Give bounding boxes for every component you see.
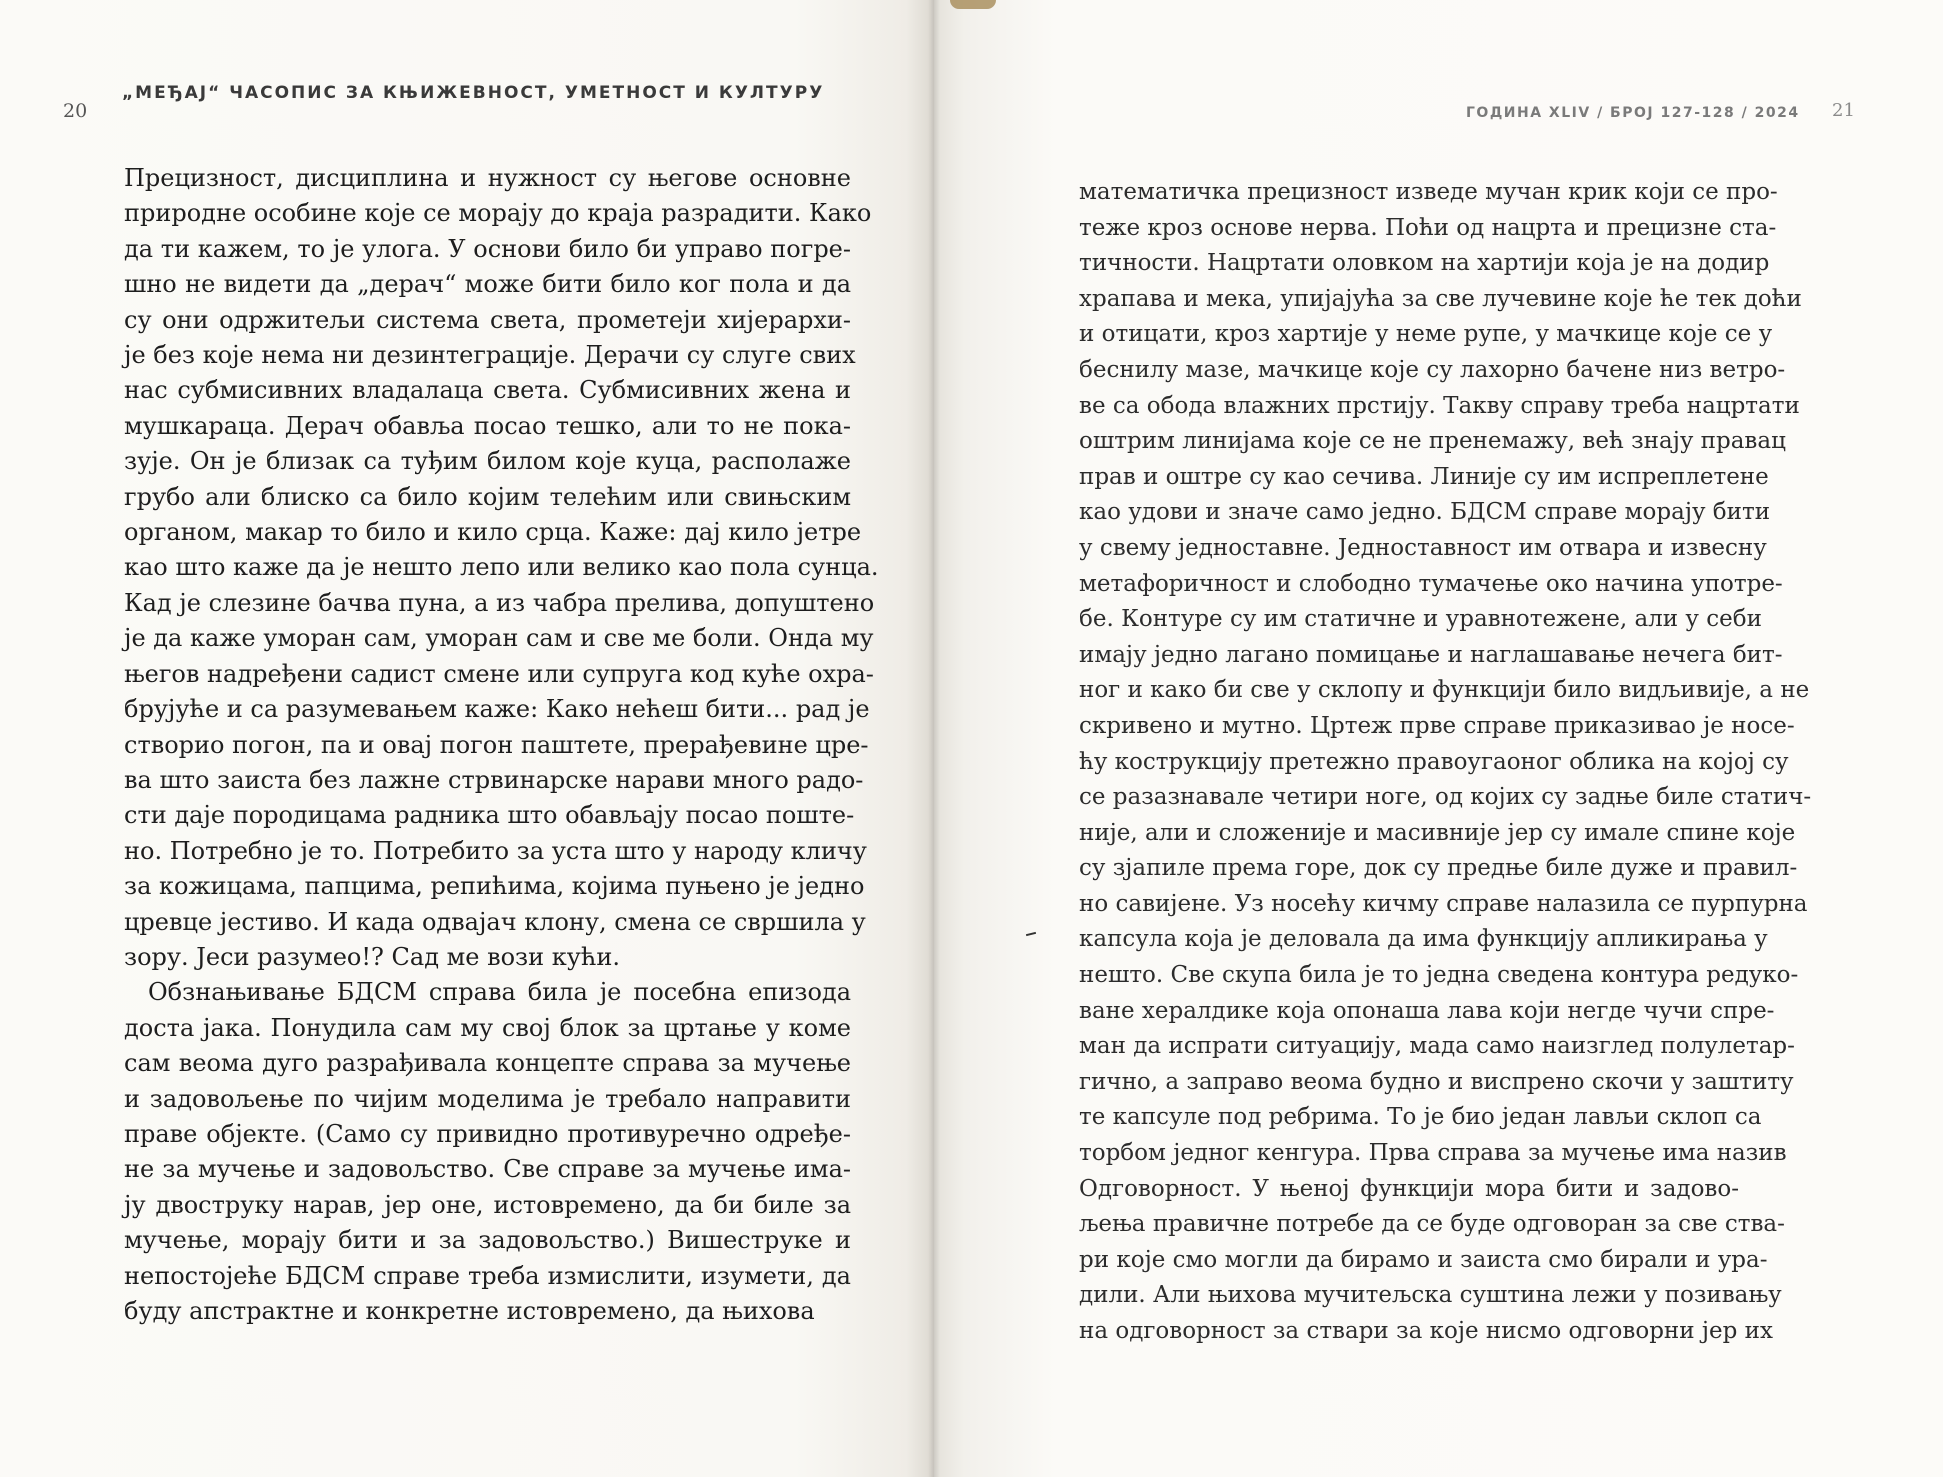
text-line: оштрим линијама које се не пренемажу, већ знају правац [1079,428,1786,455]
text-line: је да каже уморан сам, уморан сам и све ме боли. Онда му [124,624,874,653]
book-gutter [928,0,940,1477]
text-line: не за мучење и задовољство. Све справе за мучење има- [124,1155,851,1184]
text-line: нас субмисивних владалаца света. Субмисивних жена и [124,376,851,405]
text-line: није, али и сложеније и масивније јер су имале спине које [1079,819,1796,846]
text-line: као што каже да је нешто лепо или велико као пола сунца. [124,553,879,582]
body-text [124,161,879,1329]
text-line: брујуће и са разумевањем каже: Како нећеш бити... рад је [124,695,870,724]
text-line: на одговорност за ствари за које нисмо одговорни јер их [1079,1318,1773,1344]
text-line: за кожицама, папцима, репићима, којима пуњено је једно [124,872,865,901]
text-line: органом, макар то било и кило срца. Каже: дај кило јетре [124,518,862,547]
text-line: теже кроз основе нерва. Поћи од нацрта и прецизне ста- [1079,214,1777,241]
text-line: ман да испрати ситуацију, мада само наизглед полулетар- [1079,1033,1795,1060]
text-line: храпава и мека, упијајућа за све лучевине које ће тек доћи [1079,285,1802,312]
text-line: ва што заиста без лажне стрвинарске нарави много радо- [124,765,864,794]
text-line: скривено и мутно. Цртеж прве справе приказивао је носе- [1079,712,1795,739]
text-line: сти даје породицама радника што обављају посао поште- [124,801,855,830]
body-text [1079,175,1812,1350]
text-line: те капсуле под ребрима. То је био један лављи склоп са [1079,1104,1762,1131]
text-line: торбом једног кенгура. Прва справа за мучење има назив [1079,1140,1787,1167]
text-line: у свему једноставне. Једноставност им отвара и извесну [1079,534,1767,561]
text-line: но савијене. Уз носећу кичму справе налазила се пурпурна [1079,890,1808,917]
text-line: природне особине које се морају до краја разрадити. Како [124,199,872,228]
text-line: створио погон, па и овај погон паштете, прерађевине цре- [124,730,869,759]
text-line: буду апстрактне и конкретне истовремено, да њихова [124,1297,815,1325]
text-line: Обзнањивање БДСМ справа била је посебна епизода [148,978,851,1007]
text-line: и задовољење по чијим моделима је требало направити [124,1084,851,1113]
text-line: ве са обода влажних прстију. Такву справу треба нацртати [1079,392,1800,419]
text-line: мучење, морају бити и за задовољство.) Вишеструке и [124,1226,851,1255]
text-line: прав и оштре су као сечива. Линије су им испреплетене [1079,463,1769,490]
text-line: грубо али блиско са било којим телећим или свињским [124,482,851,511]
page-corner-mark [950,0,996,9]
text-line: се разазнавале четири ноге, од којих су задње биле статич- [1079,784,1812,811]
text-line: је без које нема ни дезинтеграције. Дерачи су слуге свих [124,341,856,370]
text-line: гично, а заправо веома будно и виспрено скочи у заштиту [1079,1068,1794,1095]
text-line: сам веома дуго разрађивала концепте справа за мучење [124,1049,851,1078]
text-line: зује. Он је близак са туђим билом које куца, располаже [124,447,851,476]
text-line: Одговорност. У њеној функцији мора бити и задово- [1079,1175,1739,1202]
text-line: да ти кажем, то је улога. У основи било би управо погре- [124,234,851,263]
text-line: ју двоструку нарав, јер оне, истовремено, да би биле за [124,1190,851,1219]
text-line: метафоричност и слободно тумачење око начина употре- [1079,570,1783,597]
text-line: љења правичне потребе да се буде одговоран за све ства- [1079,1211,1785,1238]
text-line: његов надређени садист смене или супруга код куће охра- [124,659,874,688]
text-line: шно не видети да „дерач“ може бити било ког пола и да [124,270,851,299]
running-head: ГОДИНА XLIV / БРОЈ 127-128 / 2024 [1466,105,1800,121]
text-line: нешто. Све скупа била је то једна сведена контура редуко- [1079,962,1799,989]
text-line: су зјапиле према горе, док су предње биле дуже и правил- [1079,855,1798,882]
left-page [0,0,934,1477]
text-line: Прецизност, дисциплина и нужност су његове основне [124,164,851,192]
text-line: непостојеће БДСМ справе треба измислити, изумети, да [124,1261,851,1290]
text-line: дили. Али њихова мучитељска суштина лежи у позивању [1079,1282,1782,1309]
text-line: бе. Контуре су им статичне и уравнотежене, али у себи [1079,606,1762,633]
text-line: су они одржитељи система света, прометеји хијерархи- [124,305,851,334]
text-line: капсула која је деловала да има функцију апликирања у [1079,926,1768,953]
running-head: „МЕЂАЈ“ ЧАСОПИС ЗА КЊИЖЕВНОСТ, УМЕТНОСТ И КУЛТУРУ [122,83,825,103]
page-number: 20 [63,100,88,122]
text-line: ване хералдике која опонаша лава који негде чучи спре- [1079,997,1775,1024]
text-line: ћу кострукцију претежно правоугаоног облика на којој су [1079,748,1789,775]
text-line: праве објекте. (Само су привидно противуречно одређе- [124,1119,851,1148]
text-line: ног и како би све у склопу и функцији било видљивије, а не [1079,677,1810,704]
text-line: зору. Јеси разумео!? Сад ме вози кући. [124,942,620,971]
text-line: ри које смо могли да бирамо и заиста смо бирали и ура- [1079,1246,1768,1273]
text-line: и отицати, кроз хартије у неме рупе, у мачкице које се у [1079,321,1773,348]
page-number: 21 [1832,100,1855,121]
text-line: мушкараца. Дерач обавља посао тешко, али то не пока- [124,411,851,440]
right-page [934,0,1943,1477]
text-line: цревце јестиво. И када одвајач клону, смена се свршила у [124,907,866,936]
text-line: тичности. Нацртати оловком на хартији која је на додир [1079,250,1770,277]
text-line: математичка прецизност изведе мучан крик који се про- [1079,179,1778,205]
text-line: но. Потребно је то. Потребито за уста што у народу кличу [124,836,867,865]
text-line: Кад је слезине бачва пуна, а из чабра прелива, допуштено [124,588,875,617]
text-line: имају једно лагано помицање и наглашавање нечега бит- [1079,641,1783,668]
text-line: беснилу мазе, мачкице које су лахорно бачене низ ветро- [1079,356,1786,383]
text-line: као удови и значе само једно. БДСМ справе морају бити [1079,499,1771,526]
text-line: доста јака. Понудила сам му свој блок за цртање у коме [124,1013,851,1042]
